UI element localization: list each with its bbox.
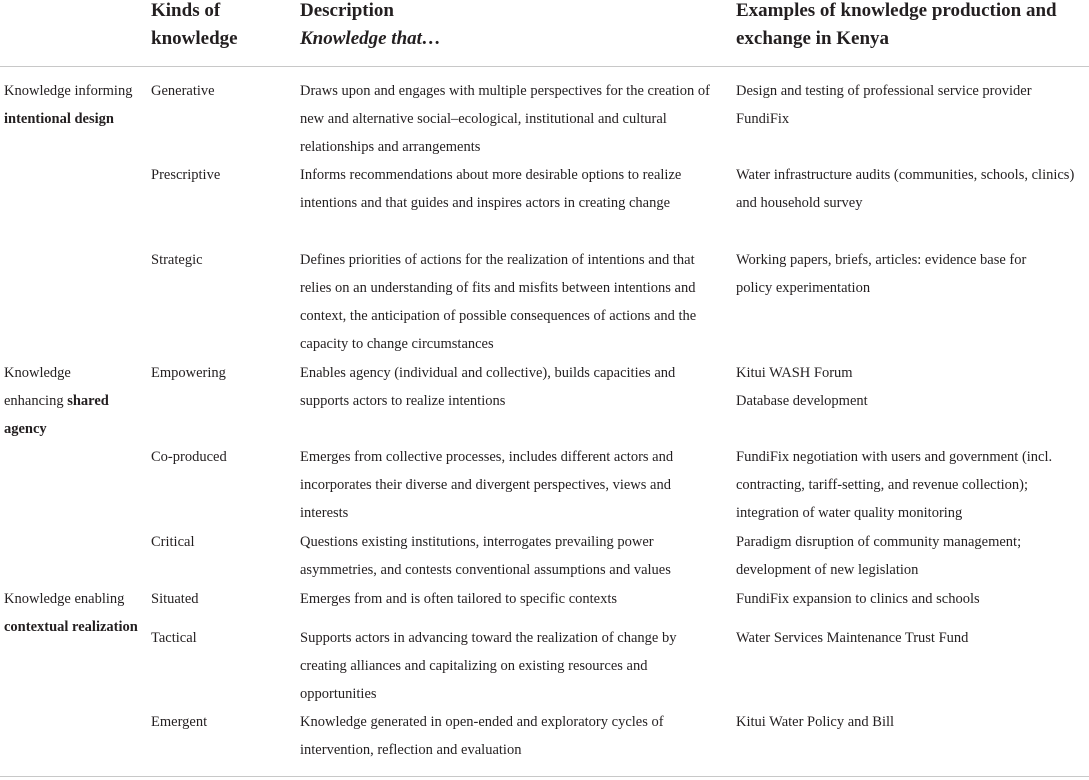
example-co-produced: FundiFix negotiation with users and government (incl. contracting, tariff-setting, and revenue collection); integration of water quality monitoring: [736, 449, 1053, 521]
kind-strategic: Strategic: [151, 252, 203, 268]
group-label-design: [4, 77, 134, 133]
example-emergent: Kitui Water Policy and Bill: [736, 714, 895, 730]
kind-tactical: Tactical: [151, 630, 197, 646]
example-situated: FundiFix expansion to clinics and schools: [736, 591, 980, 607]
header-description-subtitle: Knowledge that…: [300, 28, 441, 49]
group-prefix: Knowledge enabling: [4, 591, 125, 607]
kind-critical: Critical: [151, 534, 195, 550]
group-label-realization: [4, 585, 139, 641]
example-prescriptive: Water infrastructure audits (communities, schools, clinics) and household survey: [736, 167, 1075, 211]
description-empowering: Enables agency (individual and collective), builds capacities and supports actors to realize intentions: [300, 365, 676, 409]
group-bold: intentional design: [4, 111, 114, 127]
description-generative: Draws upon and engages with multiple perspectives for the creation of new and alternative social–ecological, institutional and cultural relationships and arrangements: [300, 83, 710, 155]
group-label-agency: [4, 359, 129, 443]
description-critical: Questions existing institutions, interrogates prevailing power asymmetries, and contests conventional assumptions and values: [300, 534, 671, 578]
kind-prescriptive: Prescriptive: [151, 167, 221, 183]
kind-generative: Generative: [151, 83, 215, 99]
bottom-divider: [0, 776, 1089, 777]
kind-co-produced: Co-produced: [151, 449, 227, 465]
header-divider: [0, 66, 1089, 67]
group-bold: contextual realization: [4, 619, 138, 635]
description-emergent: Knowledge generated in open-ended and exploratory cycles of intervention, reflection and evaluation: [300, 714, 664, 758]
example-critical: Paradigm disruption of community management; development of new legislation: [736, 534, 1022, 578]
example-empowering: [736, 359, 1086, 415]
description-situated: Emerges from and is often tailored to specific contexts: [300, 591, 618, 607]
header-examples: Examples of knowledge production and exchange in Kenya: [736, 0, 1057, 49]
group-prefix: Knowledge enhancing: [4, 365, 71, 409]
description-tactical: Supports actors in advancing toward the realization of change by creating alliances and capitalizing on existing resources and opportunities: [300, 630, 677, 702]
description-strategic: Defines priorities of actions for the realization of intentions and that relies on an understanding of fits and misfits between intentions and context, the anticipation of possible consequences of actions and the capacity to change circumstances: [300, 252, 697, 352]
header-kinds: Kinds of knowledge: [151, 0, 238, 49]
example-empowering-line1: Kitui WASH Forum: [736, 365, 853, 381]
example-empowering-line2: Database development: [736, 393, 868, 409]
example-strategic: Working papers, briefs, articles: evidence base for policy experimentation: [736, 252, 1027, 296]
kind-emergent: Emergent: [151, 714, 208, 730]
kind-situated: Situated: [151, 591, 199, 607]
description-co-produced: Emerges from collective processes, includes different actors and incorporates their diverse and divergent perspectives, views and interests: [300, 449, 674, 521]
header-description-title: Description: [300, 0, 394, 21]
description-prescriptive: Informs recommendations about more desirable options to realize intentions and that guides and inspires actors in creating change: [300, 167, 682, 211]
example-generative: Design and testing of professional service provider FundiFix: [736, 83, 1032, 127]
header-description: [300, 0, 700, 53]
group-bold: shared agency: [4, 393, 109, 437]
example-tactical: Water Services Maintenance Trust Fund: [736, 630, 969, 646]
kind-empowering: Empowering: [151, 365, 226, 381]
group-prefix: Knowledge informing: [4, 83, 133, 99]
